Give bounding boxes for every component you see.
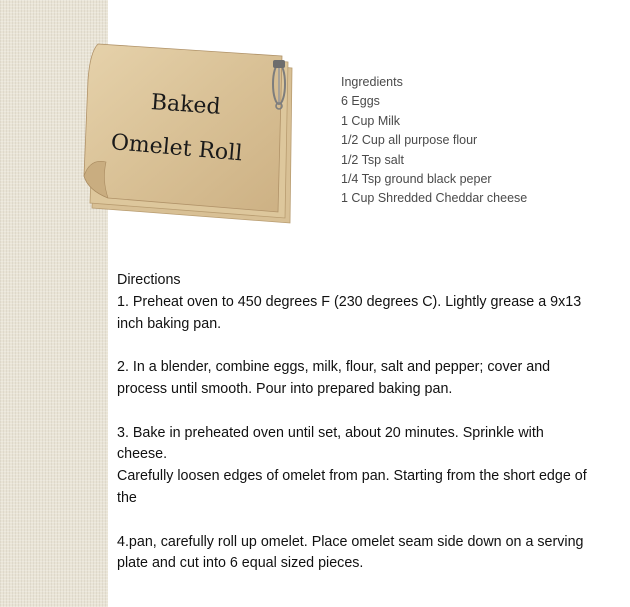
ingredients-list (341, 73, 527, 209)
ingredient-item: 1 Cup Milk (341, 113, 401, 128)
direction-step-3-continued: Carefully loosen edges of omelet from pan. Starting from the short edge of the (117, 468, 587, 506)
paragraph-gap (117, 510, 597, 532)
direction-step-2: 2. In a blender, combine eggs, milk, flour, salt and pepper; cover and process until smooth. Pour into prepared baking pan. (117, 359, 551, 397)
ingredient-item: 1/4 Tsp ground black peper (341, 172, 492, 187)
ingredient-item: 1/2 Cup all purpose flour (341, 133, 478, 148)
paragraph-gap (117, 401, 597, 423)
ingredient-item: 1/2 Tsp salt (341, 152, 405, 167)
recipe-title-note (78, 40, 308, 230)
direction-step-1: 1. Preheat oven to 450 degrees F (230 degrees C). Lightly grease a 9x13 inch baking pan. (117, 293, 582, 332)
paragraph-gap (117, 335, 597, 357)
ingredient-item: 6 Eggs (341, 94, 380, 109)
note-title-line-1: Baked (150, 90, 222, 120)
directions-heading: Directions (117, 272, 181, 288)
note-title-line-2: Omelet Roll (109, 130, 244, 167)
ingredients-heading: Ingredients (341, 75, 403, 89)
ingredient-item: 1 Cup Shredded Cheddar cheese (341, 191, 528, 206)
directions-section (117, 270, 597, 575)
direction-step-4: 4.pan, carefully roll up omelet. Place omelet seam side down on a serving plate and cut into 6 equal sized pieces. (117, 533, 584, 572)
paper-sheet-front (84, 44, 282, 212)
direction-step-3: 3. Bake in preheated oven until set, about 20 minutes. Sprinkle with cheese. (117, 424, 544, 463)
